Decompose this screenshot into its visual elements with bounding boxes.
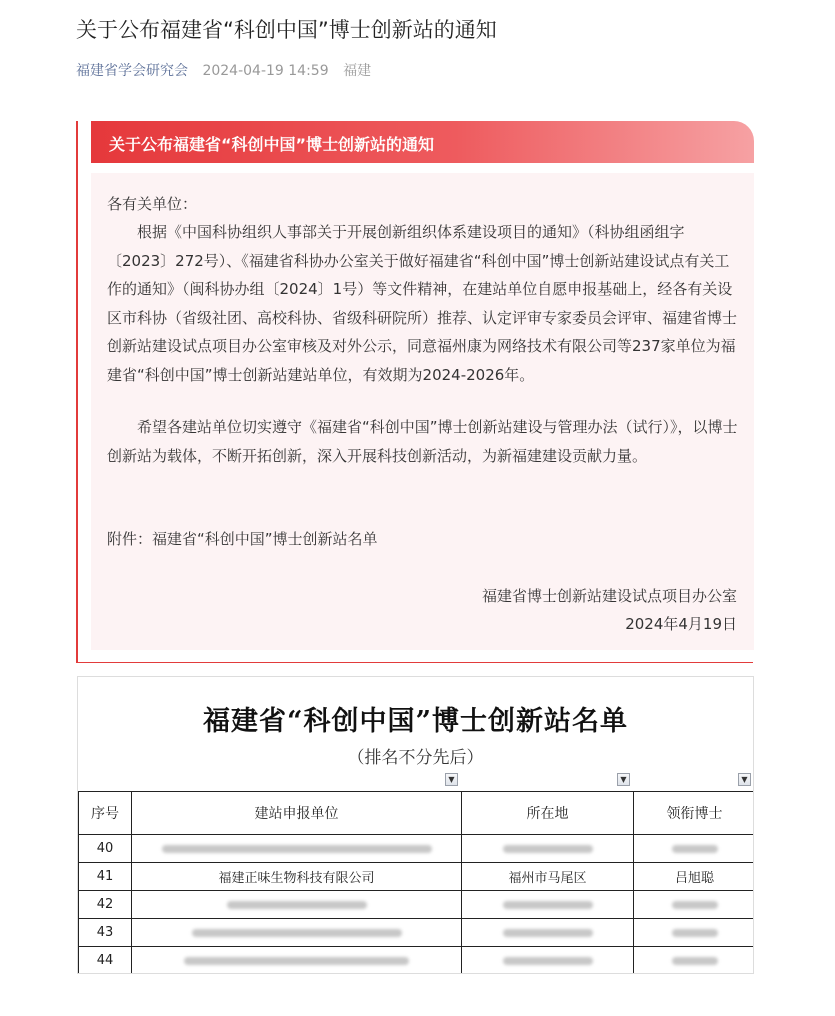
publish-datetime: 2024-04-19 14:59 [202,63,329,79]
notice-banner [91,121,754,163]
notice-body [91,173,754,650]
column-header-location: 所在地 [462,792,634,835]
table-header-row [79,792,755,835]
signature-org: 福建省博士创新站建设试点项目办公室 [481,587,737,605]
list-subtitle: （排名不分先后） [347,748,484,768]
station-table [78,791,754,974]
row-unit: 福建正味生物科技有限公司 [132,863,462,891]
table-row [79,947,755,975]
row-number: 41 [79,863,132,891]
row-number: 43 [79,919,132,947]
table-row [79,919,755,947]
row-doctor-redacted [634,919,755,947]
row-doctor-redacted [634,947,755,975]
source-account-link[interactable]: 福建省学会研究会 [76,63,188,79]
notice-banner-title: 关于公布福建省“科创中国”博士创新站的通知 [109,135,435,154]
notice-salutation: 各有关单位： [107,195,198,213]
row-number: 44 [79,947,132,975]
table-row [79,891,755,919]
row-doctor-redacted [634,891,755,919]
row-doctor: 吕旭聪 [634,863,755,891]
filter-dropdown-icon: ▼ [445,773,458,786]
row-number: 42 [79,891,132,919]
signature-date: 2024年4月19日 [625,615,737,633]
row-unit-redacted [132,835,462,863]
row-location-redacted [462,835,634,863]
list-title: 福建省“科创中国”博士创新站名单 [202,706,629,737]
table-row [79,863,755,891]
publish-location: 福建 [343,63,372,79]
row-number: 40 [79,835,132,863]
notice-attachment: 附件：福建省“科创中国”博士创新站名单 [107,530,378,548]
filter-dropdown-icon: ▼ [738,773,751,786]
notice-card [76,121,753,663]
row-location: 福州市马尾区 [462,863,634,891]
column-header-unit: 建站申报单位 [132,792,462,835]
station-list-image [77,676,754,974]
row-location-redacted [462,891,634,919]
table-row [79,835,755,863]
article-title: 关于公布福建省“科创中国”博士创新站的通知 [76,18,497,42]
row-unit-redacted [132,947,462,975]
column-header-doctor: 领衔博士 [634,792,755,835]
notice-paragraph-1: 根据《中国科协组织人事部关于开展创新组织体系建设项目的通知》（科协组函组字〔2023〕272号）、《福建省科协办公室关于做好福建省“科创中国”博士创新站建设试点有关工作的通知》（闽科协办组〔2024〕1号）等文件精神，在建站单位自愿申报基础上，经各有关设区市科协（省级社团、高校科协、省级科研院所）推荐、认定评审专家委员会评审、福建省博士创新站建设试点项目办公室审核及对外公示，同意福州康为网络技术有限公司等237家单位为福建省“科创中国”博士创新站建站单位，有效期为2024-2026年。 [107,223,738,384]
filter-dropdown-icon: ▼ [617,773,630,786]
notice-paragraph-2: 希望各建站单位切实遵守《福建省“科创中国”博士创新站建设与管理办法（试行）》，以博士创新站为载体，不断开拓创新，深入开展科技创新活动，为新福建建设贡献力量。 [107,418,738,465]
article-meta [76,60,381,80]
row-doctor-redacted [634,835,755,863]
column-header-no: 序号 [79,792,132,835]
row-unit-redacted [132,891,462,919]
row-location-redacted [462,947,634,975]
row-location-redacted [462,919,634,947]
row-unit-redacted [132,919,462,947]
